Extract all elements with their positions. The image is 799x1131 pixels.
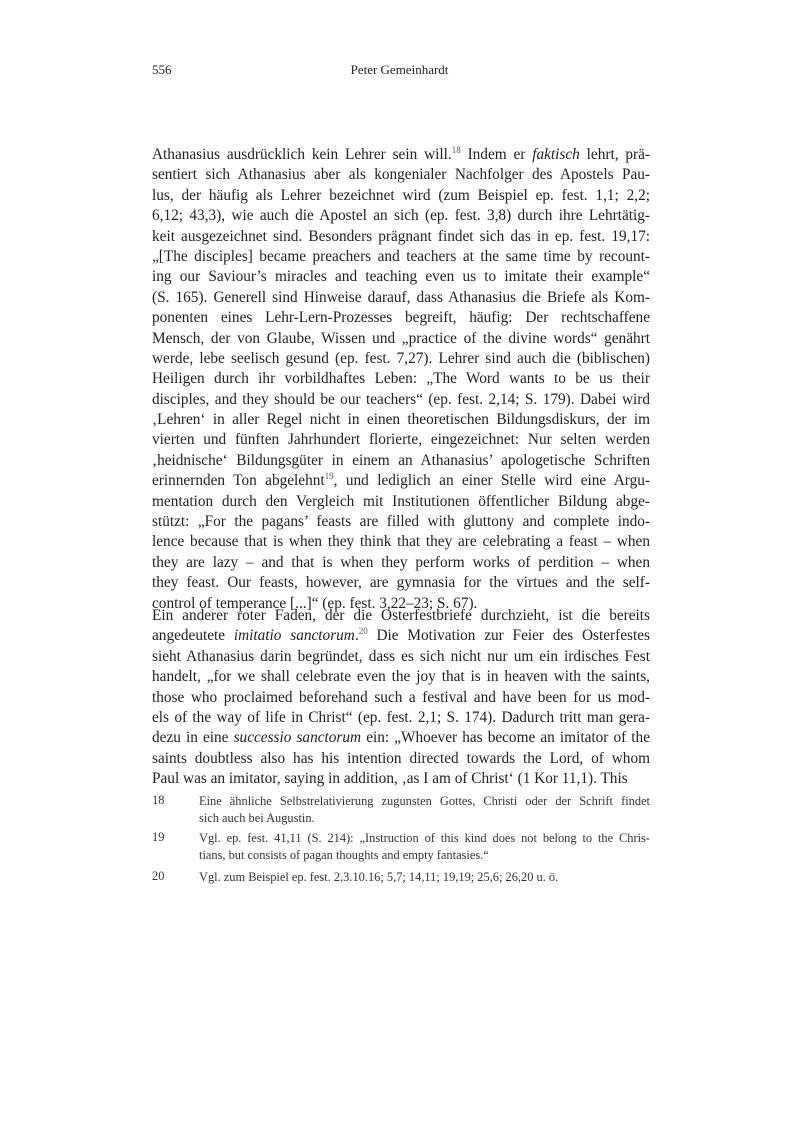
body-paragraph-1 (152, 145, 650, 614)
footnote-18 (152, 793, 650, 827)
text-segment: Athanasius ausdrücklich kein Lehrer sein will. (152, 146, 452, 163)
text-line (152, 186, 650, 206)
text-segment: angedeutete (152, 627, 234, 645)
footnote-line: Eine ähnliche Selbstrelativierung zugunsten Gottes, Christi oder der Schrift findet (199, 794, 650, 808)
text-segment: sentiert sich Athanasius aber als kongenialer Nachfolger des Apostels Pau- (152, 166, 650, 184)
text-segment: stützt: „For the pagans’ feasts are filled with gluttony and complete indo- (152, 513, 650, 531)
text-segment: lence because that is when they think that they are celebrating a feast – when (152, 533, 650, 551)
text-line (152, 667, 650, 687)
footnote-text (199, 869, 650, 886)
text-segment: Paul was an imitator, saying in addition, ‚as I am of Christ‘ (1 Kor 11,1). This (152, 770, 628, 788)
text-line (152, 308, 650, 328)
text-line (152, 267, 650, 287)
footnote-19 (152, 830, 650, 864)
text-segment: lehrt, prä- (579, 146, 650, 163)
italic-term: faktisch (532, 146, 580, 163)
footnote-reference: 19 (324, 471, 334, 482)
text-segment: , und lediglich an einer Stelle wird eine Argu- (333, 472, 650, 490)
body-paragraph-2 (152, 606, 650, 790)
footnote-line: Vgl. zum Beispiel ep. fest. 2,3.10.16; 5,7; 14,11; 19,19; 25,6; 26,20 u. ö. (199, 870, 559, 884)
text-line (152, 728, 650, 748)
text-line (152, 247, 650, 267)
footnote-number: 20 (152, 869, 165, 883)
text-line (152, 749, 650, 769)
text-line (152, 606, 650, 626)
text-segment: lus, der häufig als Lehrer bezeichnet wird (zum Beispiel ep. fest. 1,1; 2,2; (152, 186, 650, 204)
text-segment: ponenten eines Lehr-Lern-Prozesses begreift, häufig: Der rechtschaffene (152, 309, 650, 327)
text-segment: Heiligen durch ihr vorbildhaftes Leben: „The Word wants to be us their (152, 370, 650, 388)
text-line (152, 227, 650, 247)
text-segment: vierten und fünften Jahrhundert florierte, eingezeichnet: Nur selten werden (152, 431, 650, 449)
text-segment: control of temperance [...]“ (ep. fest. 3,22–23; S. 67). (152, 594, 478, 612)
running-header-author: Peter Gemeinhardt (350, 62, 449, 77)
text-line (152, 647, 650, 667)
italic-term: successio sanctorum (233, 729, 362, 747)
text-line (152, 492, 650, 512)
text-line (152, 626, 650, 646)
text-segment: those who proclaimed beforehand such a festival and have been for us mod- (152, 688, 650, 706)
text-segment: . (354, 627, 359, 645)
footnote-line: tians, but consists of pagan thoughts and empty fantasies.“ (199, 848, 489, 862)
text-segment: mentation durch den Vergleich mit Institutionen öffentlicher Bildung abge- (152, 492, 650, 510)
text-segment: 6,12; 43,3), wie auch die Apostel an sich (ep. fest. 3,8) durch ihre Lehrtätig- (152, 207, 650, 225)
text-line (152, 206, 650, 226)
text-line (152, 532, 650, 552)
page-number: 556 (152, 62, 172, 77)
text-segment: erinnernden Ton abgelehnt (152, 472, 325, 490)
text-segment: ing our Saviour’s miracles and teaching even us to imitate their example“ (152, 268, 650, 286)
text-line (152, 471, 650, 491)
text-segment: they are lazy – and that is when they perform works of perdition – when (152, 553, 650, 571)
text-line (152, 410, 650, 430)
text-line (152, 349, 650, 369)
text-segment: Die Motivation zur Feier des Osterfestes (367, 627, 650, 645)
text-line (152, 553, 650, 573)
text-segment: they feast. Our feasts, however, are gymnasia for the virtues and the self- (152, 574, 650, 592)
footnote-20 (152, 869, 650, 886)
footnote-line: sich auch bei Augustin. (199, 811, 315, 825)
text-segment: disciples, and they should be our teachers“ (ep. fest. 2,14; S. 179). Dabei wird (152, 390, 650, 408)
text-line (152, 329, 650, 349)
text-segment: „[The disciples] became preachers and teachers at the same time by recount- (152, 247, 650, 265)
text-line (152, 708, 650, 728)
text-segment: Ein anderer roter Faden, der die Osterfestbriefe durchzieht, ist die bereits (152, 607, 650, 624)
text-line (152, 512, 650, 532)
footnote-text (199, 830, 650, 864)
text-line (152, 451, 650, 471)
text-segment: ‚heidnische‘ Bildungsgüter in einem an Athanasius’ apologetische Schriften (152, 451, 650, 469)
text-line (152, 769, 650, 789)
footnote-number: 19 (152, 830, 165, 844)
footnote-number: 18 (152, 793, 165, 807)
text-segment: handelt, „for we shall celebrate even the joy that is in heaven with the saints, (152, 668, 650, 686)
text-line (152, 145, 650, 165)
text-segment: keit ausgezeichnet sind. Besonders prägnant findet sich das in ep. fest. 19,17: (152, 227, 650, 245)
footnote-reference: 20 (358, 626, 368, 637)
text-segment: ein: „Whoever has become an imitator of the (361, 729, 651, 747)
text-segment: Mensch, der von Glaube, Wissen und „practice of the divine words“ genährt (152, 329, 650, 347)
text-segment: Indem er (460, 146, 533, 163)
text-line (152, 688, 650, 708)
text-line (152, 390, 650, 410)
text-line (152, 369, 650, 389)
text-line (152, 573, 650, 593)
text-line (152, 430, 650, 450)
footnote-text (199, 793, 650, 827)
footnote-line: Vgl. ep. fest. 41,11 (S. 214): „Instruction of this kind does not belong to the Chris- (199, 831, 650, 845)
footnote-reference: 18 (451, 145, 461, 155)
text-line (152, 165, 650, 185)
text-segment: werde, lebe seelisch gesund (ep. fest. 7,27). Lehrer sind auch die (biblischen) (152, 349, 650, 367)
text-segment: (S. 165). Generell sind Hinweise darauf, dass Athanasius die Briefe als Kom- (152, 288, 650, 306)
text-line (152, 288, 650, 308)
text-segment: els of the way of life in Christ“ (ep. fest. 2,1; S. 174). Dadurch tritt man gera- (152, 708, 650, 726)
text-segment: dezu in eine (152, 729, 234, 747)
italic-term: imitatio sanctorum (233, 627, 355, 645)
text-segment: sieht Athanasius darin begründet, dass es sich nicht nur um ein irdisches Fest (152, 647, 650, 665)
text-segment: saints doubtless also has his intention directed towards the Lord, of whom (152, 749, 650, 767)
text-segment: ‚Lehren‘ in aller Regel nicht in einen theoretischen Bildungsdiskurs, der im (152, 411, 650, 429)
